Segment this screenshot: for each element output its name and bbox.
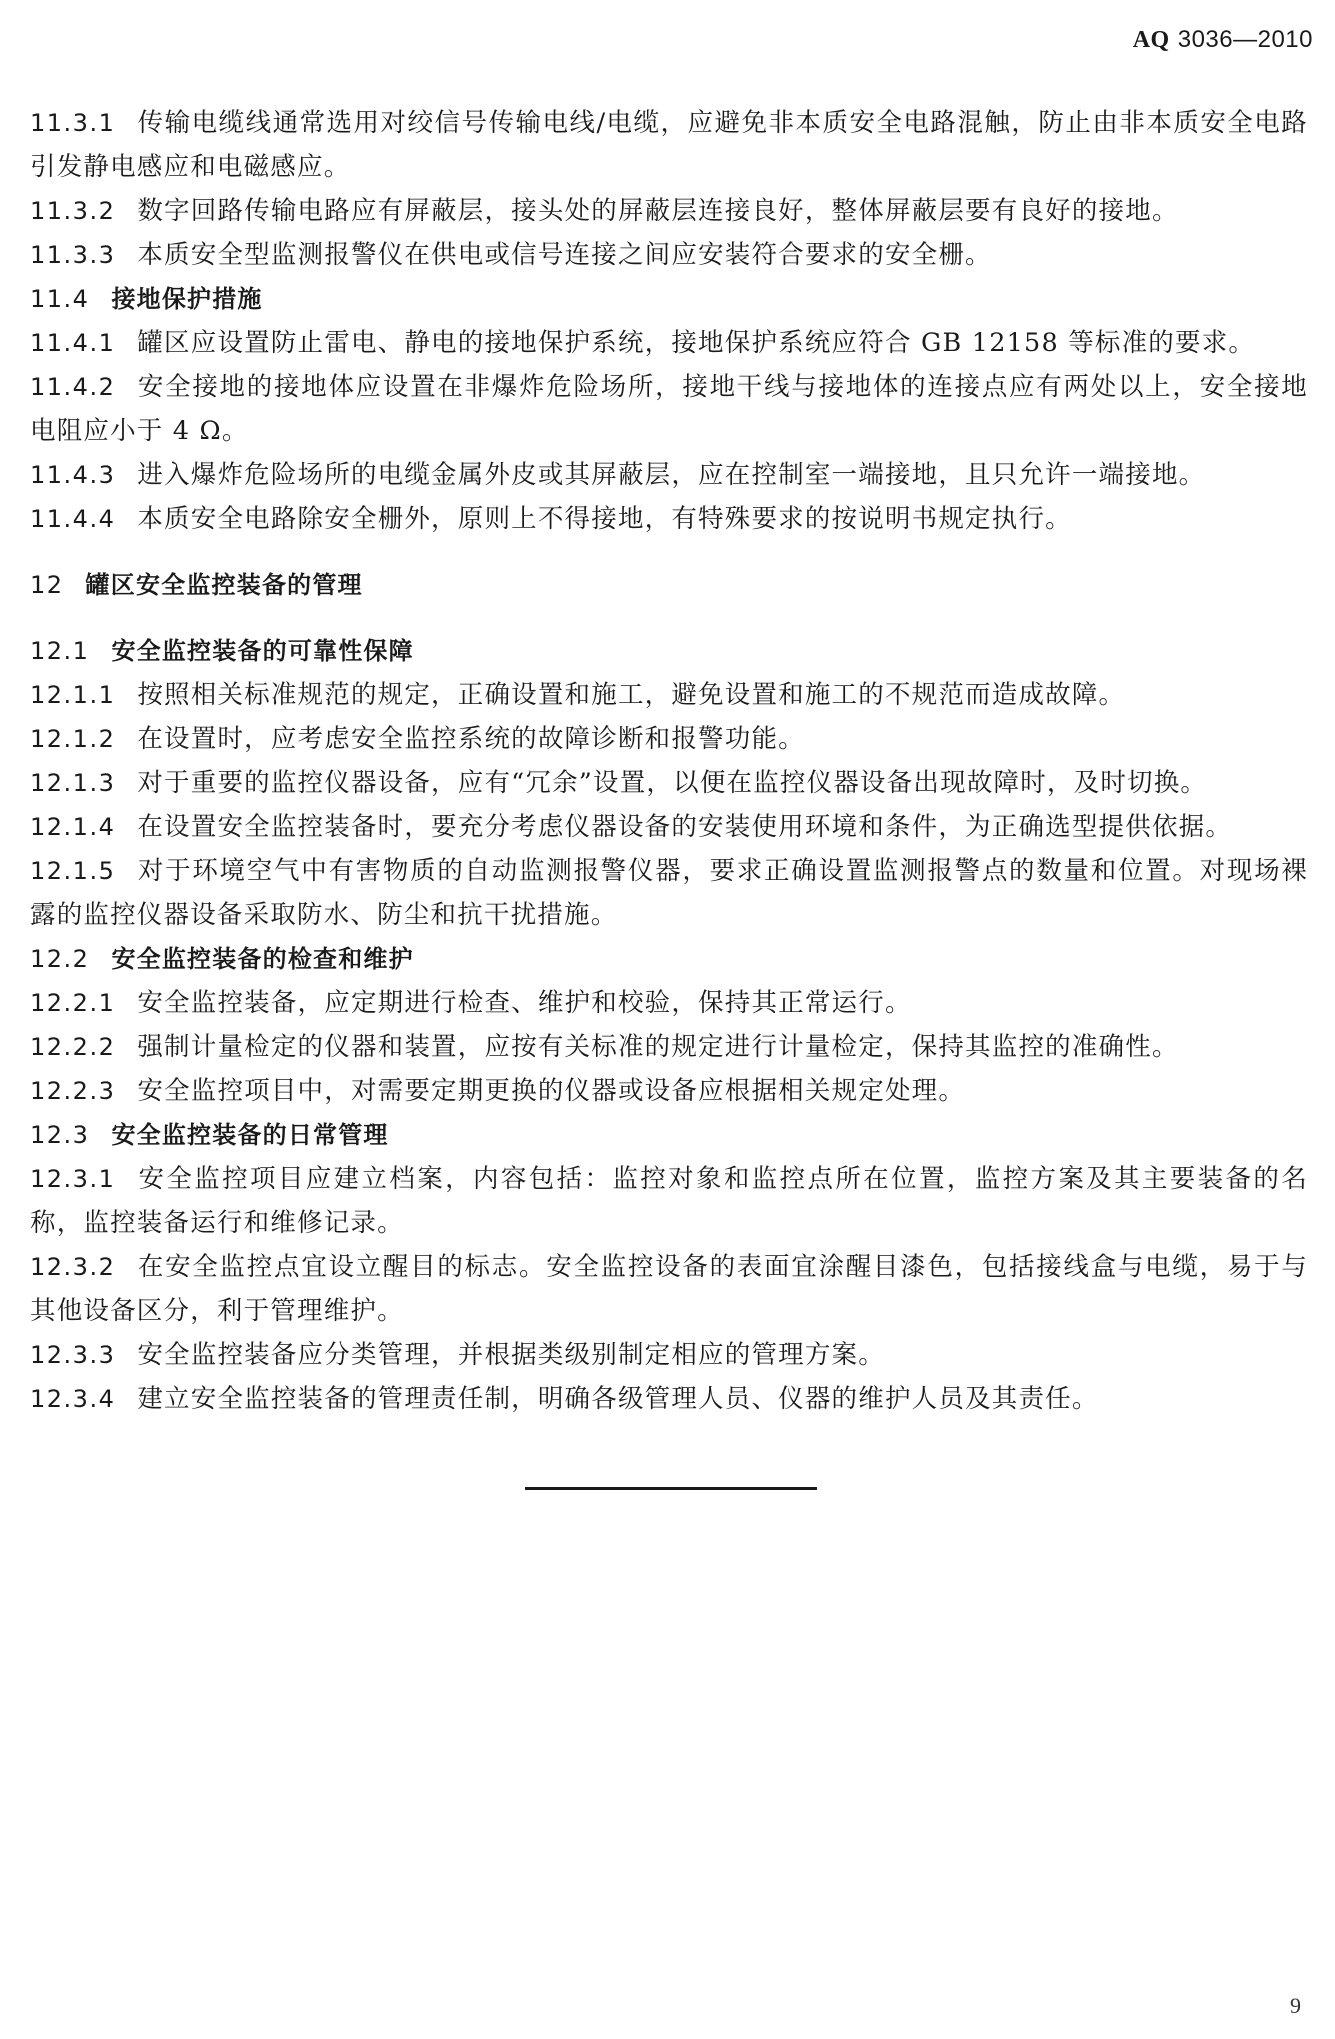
- clause-text: 本质安全电路除安全栅外，原则上不得接地，有特殊要求的按说明书规定执行。: [137, 504, 1072, 534]
- clause-number: 11.4.2: [30, 373, 116, 401]
- clause-number: 12.2.3: [30, 1077, 116, 1105]
- clause-12-1-4: [30, 805, 1308, 849]
- clause-text: 安全接地的接地体应设置在非爆炸危险场所，接地干线与接地体的连接点应有两处以上，安全接地电阻应小于 4 Ω。: [30, 372, 1308, 446]
- document-body: [30, 101, 1308, 1490]
- document-code-prefix: AQ: [1132, 27, 1170, 53]
- clause-text: 罐区应设置防止雷电、静电的接地保护系统，接地保护系统应符合 GB 12158 等标准的要求。: [137, 328, 1256, 358]
- clause-number: 12.1.4: [30, 813, 116, 841]
- section-title: 接地保护措施: [111, 285, 263, 313]
- clause-11-4-3: [30, 453, 1308, 497]
- clause-11-4-2: [30, 365, 1308, 453]
- clause-12-1-2: [30, 717, 1308, 761]
- clause-number: 11.4.4: [30, 505, 116, 533]
- clause-number: 12.1.3: [30, 769, 116, 797]
- clause-text: 数字回路传输电路应有屏蔽层，接头处的屏蔽层连接良好，整体屏蔽层要有良好的接地。: [137, 196, 1179, 226]
- clause-number: 12.1.1: [30, 681, 116, 709]
- clause-11-3-1: [30, 101, 1308, 189]
- clause-12-1-5: [30, 849, 1308, 937]
- clause-number: 12.3.2: [30, 1253, 116, 1281]
- clause-number: 11.3.3: [30, 241, 116, 269]
- clause-text: 安全监控项目中，对需要定期更换的仪器或设备应根据相关规定处理。: [137, 1076, 966, 1106]
- section-number: 12.3: [30, 1121, 90, 1149]
- chapter-title: 罐区安全监控装备的管理: [85, 571, 363, 599]
- clause-12-3-2: [30, 1245, 1308, 1333]
- section-title: 安全监控装备的可靠性保障: [111, 637, 414, 665]
- clause-number: 11.3.2: [30, 197, 116, 225]
- clause-text: 在设置安全监控装备时，要充分考虑仪器设备的安装使用环境和条件，为正确选型提供依据。: [137, 812, 1233, 842]
- clause-12-3-4: [30, 1377, 1308, 1421]
- clause-number: 12.3.1: [30, 1165, 116, 1193]
- clause-12-2-2: [30, 1025, 1308, 1069]
- clause-text: 建立安全监控装备的管理责任制，明确各级管理人员、仪器的维护人员及其责任。: [137, 1384, 1099, 1414]
- clause-12-2-3: [30, 1069, 1308, 1113]
- clause-12-2-1: [30, 981, 1308, 1025]
- chapter-heading-12: [30, 563, 1308, 607]
- clause-12-3-1: [30, 1157, 1308, 1245]
- clause-number: 11.3.1: [30, 109, 116, 137]
- clause-12-1-1: [30, 673, 1308, 717]
- clause-11-3-3: [30, 233, 1308, 277]
- clause-number: 12.3.3: [30, 1341, 116, 1369]
- section-number: 12.1: [30, 637, 90, 665]
- clause-text: 对于重要的监控仪器设备，应有“冗余”设置，以便在监控仪器设备出现故障时，及时切换。: [137, 768, 1208, 798]
- section-heading-12-1: [30, 629, 1308, 673]
- clause-number: 11.4.3: [30, 461, 116, 489]
- clause-number: 12.2.1: [30, 989, 116, 1017]
- clause-text: 传输电缆线通常选用对绞信号传输电线/电缆，应避免非本质安全电路混触，防止由非本质安全电路引发静电感应和电磁感应。: [30, 108, 1308, 182]
- clause-11-4-1: [30, 321, 1308, 365]
- document-code-number: 3036—2010: [1177, 26, 1313, 53]
- page-number: 9: [1290, 1993, 1301, 2018]
- clause-11-4-4: [30, 497, 1308, 541]
- clause-12-3-3: [30, 1333, 1308, 1377]
- section-heading-11-4: [30, 277, 1308, 321]
- clause-text: 在设置时，应考虑安全监控系统的故障诊断和报警功能。: [137, 724, 805, 754]
- clause-text: 对于环境空气中有害物质的自动监测报警仪器，要求正确设置监测报警点的数量和位置。对现场裸露的监控仪器设备采取防水、防尘和抗干扰措施。: [30, 856, 1308, 930]
- clause-number: 12.2.2: [30, 1033, 116, 1061]
- section-title: 安全监控装备的日常管理: [111, 1121, 389, 1149]
- section-heading-12-3: [30, 1113, 1308, 1157]
- clause-12-1-3: [30, 761, 1308, 805]
- clause-text: 进入爆炸危险场所的电缆金属外皮或其屏蔽层，应在控制室一端接地，且只允许一端接地。: [137, 460, 1206, 490]
- clause-number: 12.1.5: [30, 857, 116, 885]
- clause-number: 12.1.2: [30, 725, 116, 753]
- clause-number: 12.3.4: [30, 1385, 116, 1413]
- document-code: [1133, 26, 1313, 54]
- section-title: 安全监控装备的检查和维护: [111, 945, 414, 973]
- clause-number: 11.4.1: [30, 329, 116, 357]
- clause-text: 安全监控装备，应定期进行检查、维护和校验，保持其正常运行。: [137, 988, 912, 1018]
- clause-text: 强制计量检定的仪器和装置，应按有关标准的规定进行计量检定，保持其监控的准确性。: [137, 1032, 1179, 1062]
- section-heading-12-2: [30, 937, 1308, 981]
- clause-text: 安全监控项目应建立档案，内容包括：监控对象和监控点所在位置，监控方案及其主要装备的名称，监控装备运行和维修记录。: [30, 1164, 1308, 1238]
- section-number: 11.4: [30, 285, 90, 313]
- clause-text: 安全监控装备应分类管理，并根据类级别制定相应的管理方案。: [137, 1340, 885, 1370]
- chapter-number: 12: [30, 571, 64, 599]
- clause-11-3-2: [30, 189, 1308, 233]
- clause-text: 本质安全型监测报警仪在供电或信号连接之间应安装符合要求的安全栅。: [137, 240, 992, 270]
- end-of-text-rule: [525, 1487, 817, 1490]
- section-number: 12.2: [30, 945, 90, 973]
- clause-text: 按照相关标准规范的规定，正确设置和施工，避免设置和施工的不规范而造成故障。: [137, 680, 1126, 710]
- clause-text: 在安全监控点宜设立醒目的标志。安全监控设备的表面宜涂醒目漆色，包括接线盒与电缆，易于与其他设备区分，利于管理维护。: [30, 1252, 1308, 1326]
